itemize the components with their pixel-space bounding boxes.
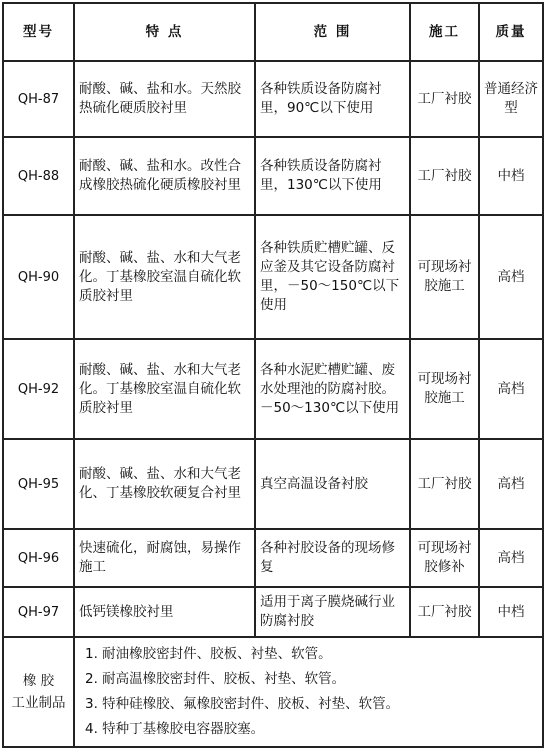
list-item: 2. 耐高温橡胶密封件、胶板、衬垫、软管。 (85, 671, 346, 687)
list-item: 1. 耐油橡胶密封件、胶板、衬垫、软管。 (85, 646, 332, 662)
cell-quality: 普通经济型 (479, 61, 543, 137)
table-row (3, 339, 543, 439)
cell-features: 快速硫化，耐腐蚀，易操作施工 (74, 529, 255, 587)
table-row (3, 137, 543, 215)
list-item: 4. 特种丁基橡胶电容器胶塞。 (85, 721, 265, 737)
cell-features: 耐酸、碱、盐、水和大气老化。丁基橡胶室温自硫化软质胶衬里 (74, 215, 255, 339)
cell-construction: 工厂衬胶 (410, 61, 479, 137)
cell-model: QH-88 (3, 137, 74, 215)
table-row (3, 587, 543, 637)
header-features: 特 点 (74, 3, 255, 61)
footer-label-line1: 橡 胶 (22, 673, 55, 689)
header-row (3, 3, 543, 61)
footer-list (79, 642, 538, 742)
cell-scope: 各种铁质贮槽贮罐、反应釜及其它设备防腐衬里，－50～150℃以下使用 (255, 215, 410, 339)
cell-quality: 中档 (479, 587, 543, 637)
footer-notes (74, 637, 543, 747)
footer-label-line2: 工业制品 (11, 695, 66, 711)
cell-features: 耐酸、碱、盐和水。改性合成橡胶热硫化硬质橡胶衬里 (74, 137, 255, 215)
cell-model: QH-92 (3, 339, 74, 439)
cell-model: QH-87 (3, 61, 74, 137)
table-row (3, 529, 543, 587)
cell-construction: 可现场衬胶修补 (410, 529, 479, 587)
cell-quality: 高档 (479, 529, 543, 587)
product-table (2, 2, 544, 748)
header-construction: 施工 (410, 3, 479, 61)
cell-model: QH-96 (3, 529, 74, 587)
cell-scope: 适用于离子膜烧碱行业防腐衬胶 (255, 587, 410, 637)
cell-quality: 高档 (479, 339, 543, 439)
header-scope: 范 围 (255, 3, 410, 61)
footer-label (3, 637, 74, 747)
table-row (3, 61, 543, 137)
cell-features: 耐酸、碱、盐和水。天然胶热硫化硬质胶衬里 (74, 61, 255, 137)
cell-model: QH-97 (3, 587, 74, 637)
cell-construction: 工厂衬胶 (410, 439, 479, 529)
header-model: 型号 (3, 3, 74, 61)
cell-model: QH-95 (3, 439, 74, 529)
list-item: 3. 特种硅橡胶、氟橡胶密封件、胶板、衬垫、软管。 (85, 696, 400, 712)
cell-construction: 工厂衬胶 (410, 137, 479, 215)
cell-scope: 各种衬胶设备的现场修复 (255, 529, 410, 587)
cell-features: 耐酸、碱、盐、水和大气老化、丁基橡胶软硬复合衬里 (74, 439, 255, 529)
table-row (3, 215, 543, 339)
cell-quality: 高档 (479, 439, 543, 529)
cell-features: 耐酸、碱、盐、水和大气老化。丁基橡胶室温自硫化软质胶衬里 (74, 339, 255, 439)
cell-construction: 可现场衬胶施工 (410, 339, 479, 439)
cell-construction: 可现场衬胶施工 (410, 215, 479, 339)
header-quality: 质量 (479, 3, 543, 61)
cell-scope: 各种水泥贮槽贮罐、废水处理池的防腐衬胶。－50～130℃以下使用 (255, 339, 410, 439)
cell-scope: 真空高温设备衬胶 (255, 439, 410, 529)
cell-scope: 各种铁质设备防腐衬里，130℃以下使用 (255, 137, 410, 215)
cell-model: QH-90 (3, 215, 74, 339)
cell-scope: 各种铁质设备防腐衬里，90℃以下使用 (255, 61, 410, 137)
cell-features: 低钙镁橡胶衬里 (74, 587, 255, 637)
cell-quality: 中档 (479, 137, 543, 215)
table-row (3, 439, 543, 529)
cell-quality: 高档 (479, 215, 543, 339)
cell-construction: 工厂衬胶 (410, 587, 479, 637)
footer-row (3, 637, 543, 747)
